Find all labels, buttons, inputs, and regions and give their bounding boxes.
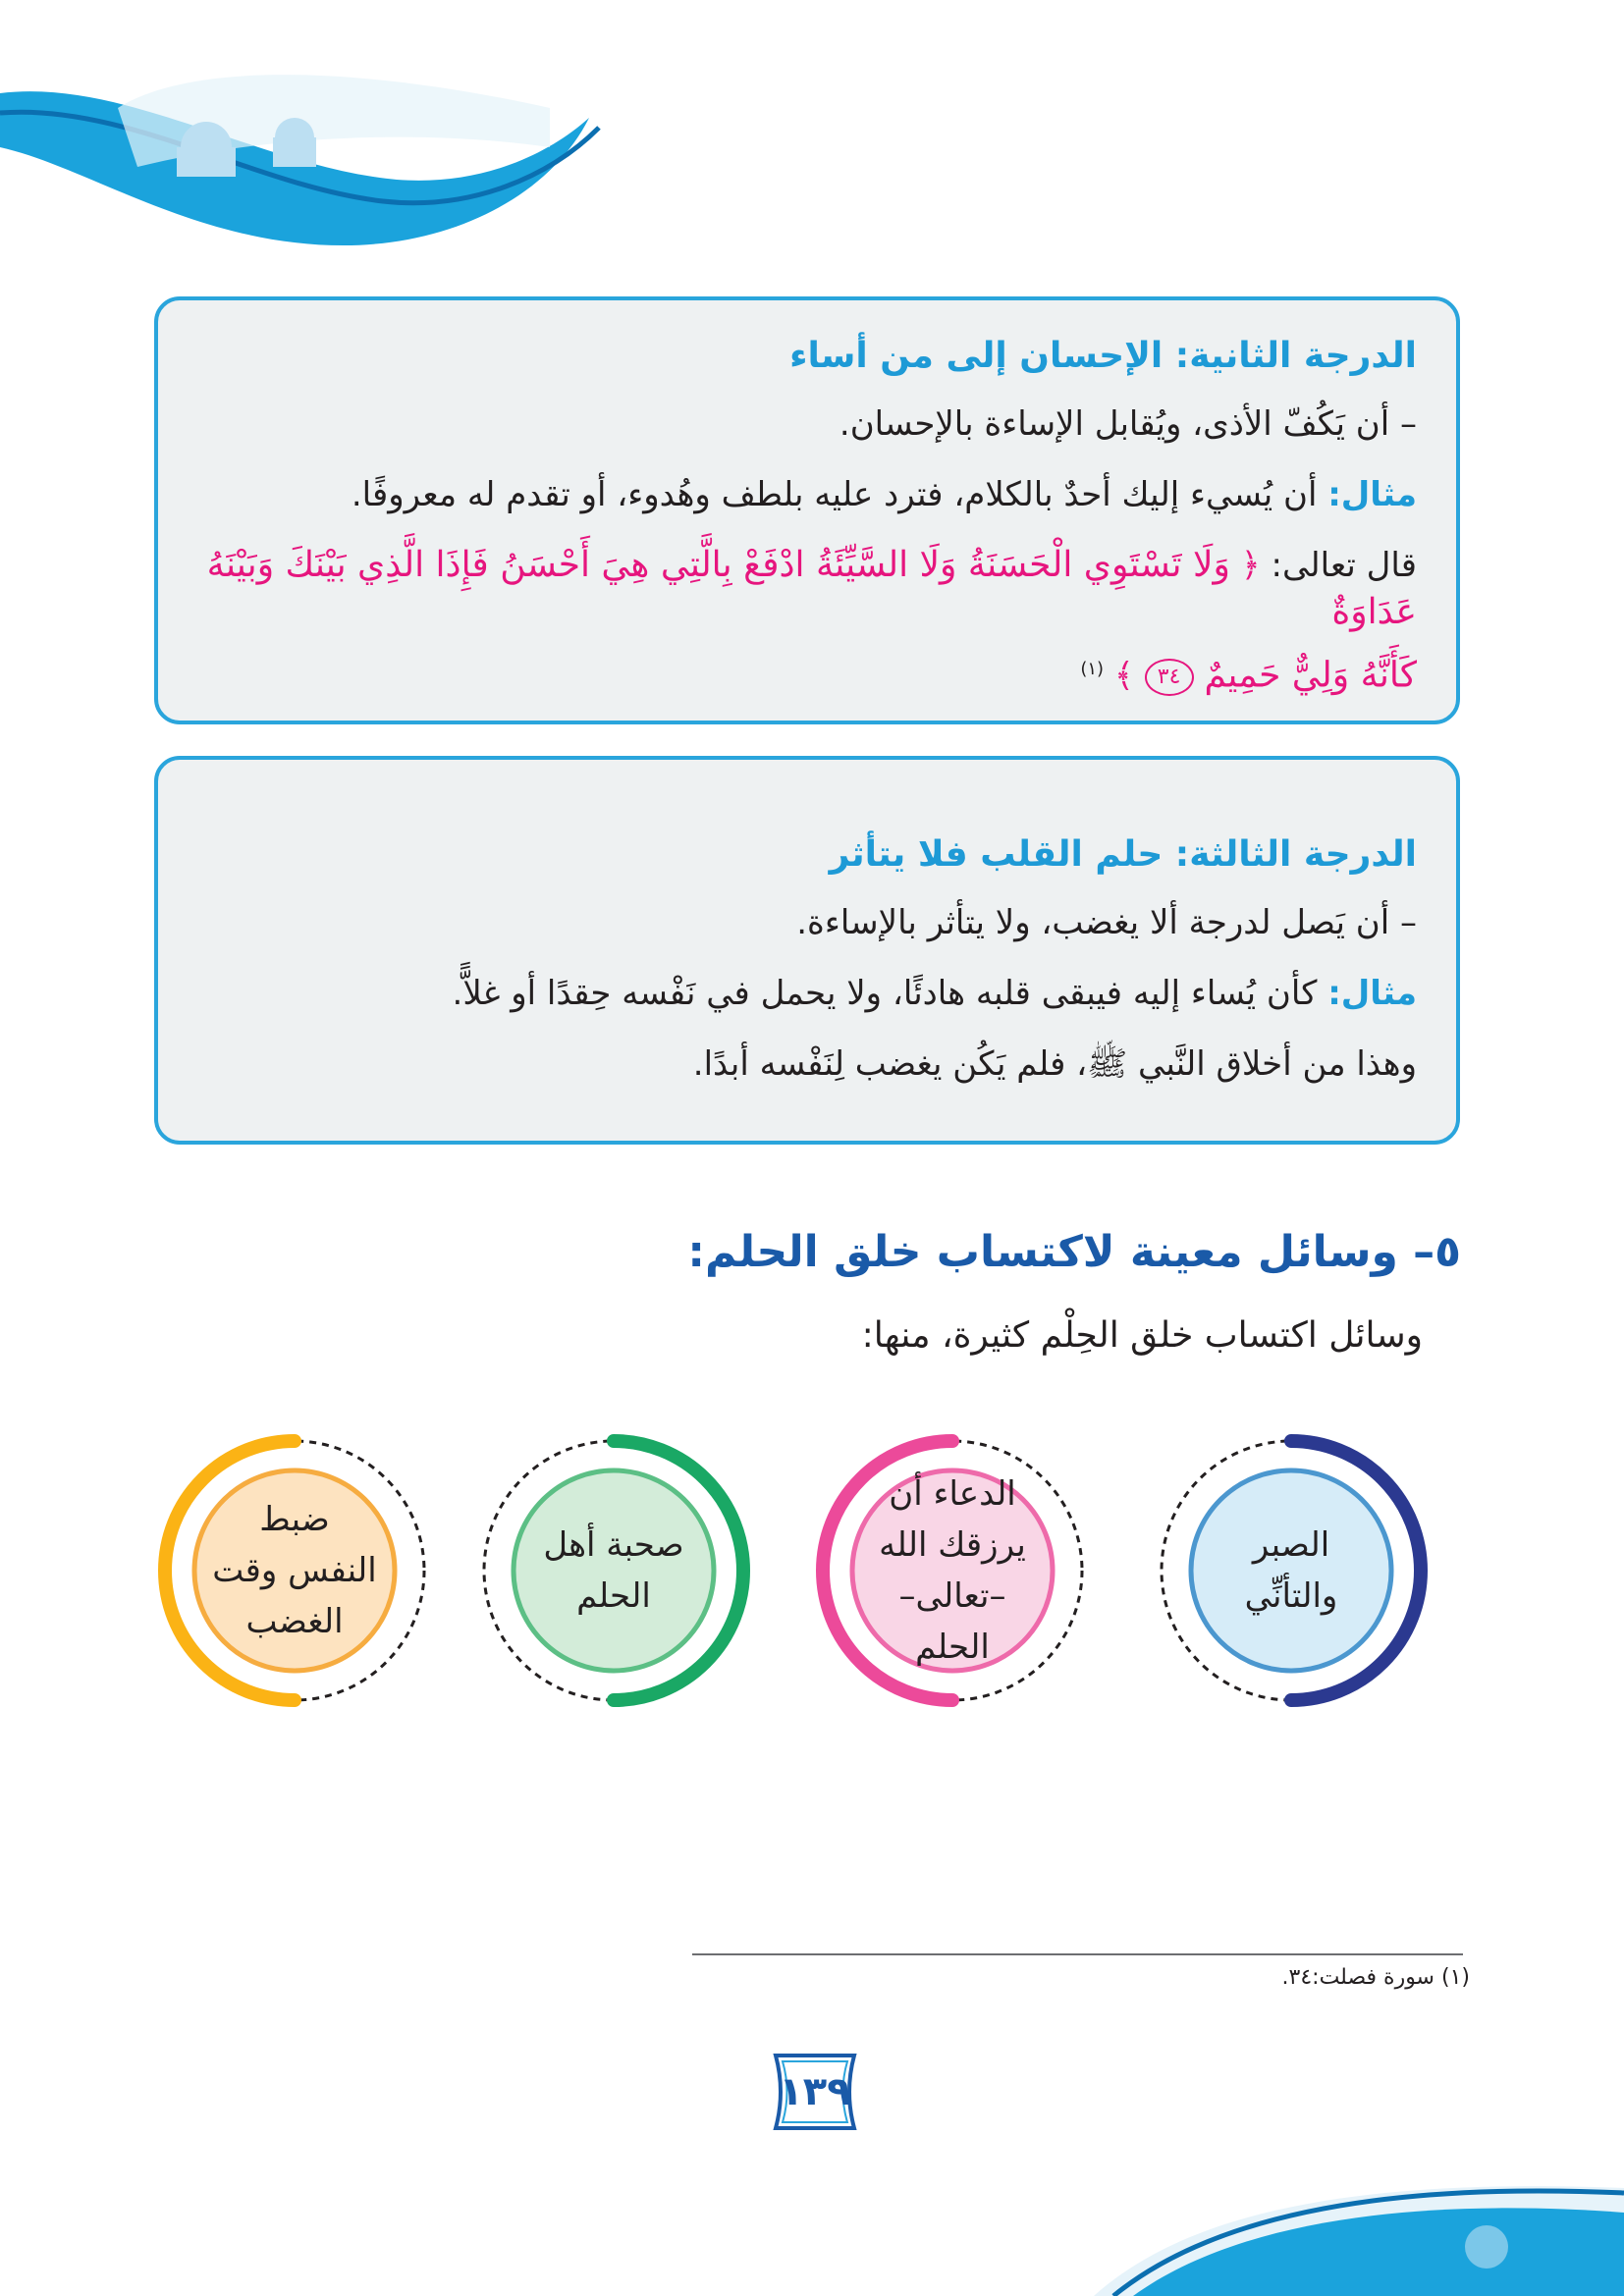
section-heading: ٥– وسائل معينة لاكتساب خلق الحلم: (687, 1227, 1461, 1277)
example-text: كأن يُساء إليه فيبقى قلبه هادئًا، ولا يحمل في نَفْسه حِقدًا أو غلاًّ. (452, 974, 1318, 1013)
page-number-badge (761, 2050, 869, 2134)
degree-two-point: – أن يَكُفّ الأذى، ويُقابل الإساءة بالإحسان. (839, 404, 1417, 444)
degree-two-title: الدرجة الثانية: الإحسان إلى من أساء (789, 336, 1417, 376)
verse-open-brace: ﴿ (1240, 546, 1261, 585)
degree-two-box (154, 296, 1460, 724)
means-text: الصبر والتأنِّي (1244, 1525, 1338, 1616)
degree-three-point: – أن يَصل لدرجة ألا يغضب، ولا يتأثر بالإساءة. (796, 903, 1417, 942)
means-text: صحبة أهل الحلم (543, 1525, 684, 1616)
footnote-divider (692, 1953, 1463, 1955)
degree-three-box (154, 756, 1460, 1145)
footer-wave-decoration (1074, 2100, 1624, 2296)
section-intro: وسائل اكتساب خلق الحِلْم كثيرة، منها: (861, 1315, 1423, 1356)
degree-three-title: الدرجة الثالثة: حلم القلب فلا يتأثر (829, 834, 1417, 875)
example-label: مثال: (1327, 974, 1417, 1013)
footnote-reference[interactable]: (١) (1080, 659, 1105, 679)
degree-three-closing: وهذا من أخلاق النَّبي ﷺ، فلم يَكُن يغضب لِنَفْسه أبدًا. (692, 1044, 1417, 1084)
means-circle-supplication (815, 1433, 1090, 1708)
means-circle-patience (1154, 1433, 1429, 1708)
ayah-number-marker: ٣٤ (1145, 659, 1194, 696)
verse-line-2: كَأَنَّهُ وَلِيٌّ حَمِيمٌ (1204, 655, 1417, 696)
verse-close-brace: ﴾ (1113, 656, 1134, 696)
means-circle-self-control (157, 1433, 432, 1708)
header-wave-decoration (0, 0, 609, 255)
page-number: ١٣٩ (779, 2069, 851, 2114)
footnote: (١) سورة فصلت:٣٤. (1281, 1965, 1470, 1990)
verse-line-1: وَلَا تَسْتَوِي الْحَسَنَةُ وَلَا السَّيِّئَةُ ادْفَعْ بِالَّتِي هِيَ أَحْسَنُ فَإِذَا الَّذِي بَيْنَكَ وَبَيْنَهُ عَدَاوَةٌ (206, 545, 1417, 632)
means-text: ضبط النفس وقت الغضب (212, 1500, 377, 1641)
degree-two-example (197, 471, 1417, 518)
means-circle-companionship (476, 1433, 751, 1708)
means-text: الدعاء أن يرزقك الله –تعالى– الحلم (879, 1474, 1026, 1667)
quran-verse (197, 542, 1417, 636)
example-text: أن يُسيء إليك أحدٌ بالكلام، فترد عليه بلطف وهُدوء، أو تقدم له معروفًا. (351, 475, 1318, 514)
example-label: مثال: (1327, 475, 1417, 514)
degree-three-example (197, 970, 1417, 1017)
quran-verse-continued (197, 646, 1417, 699)
verse-intro: قال تعالى: (1271, 546, 1417, 585)
